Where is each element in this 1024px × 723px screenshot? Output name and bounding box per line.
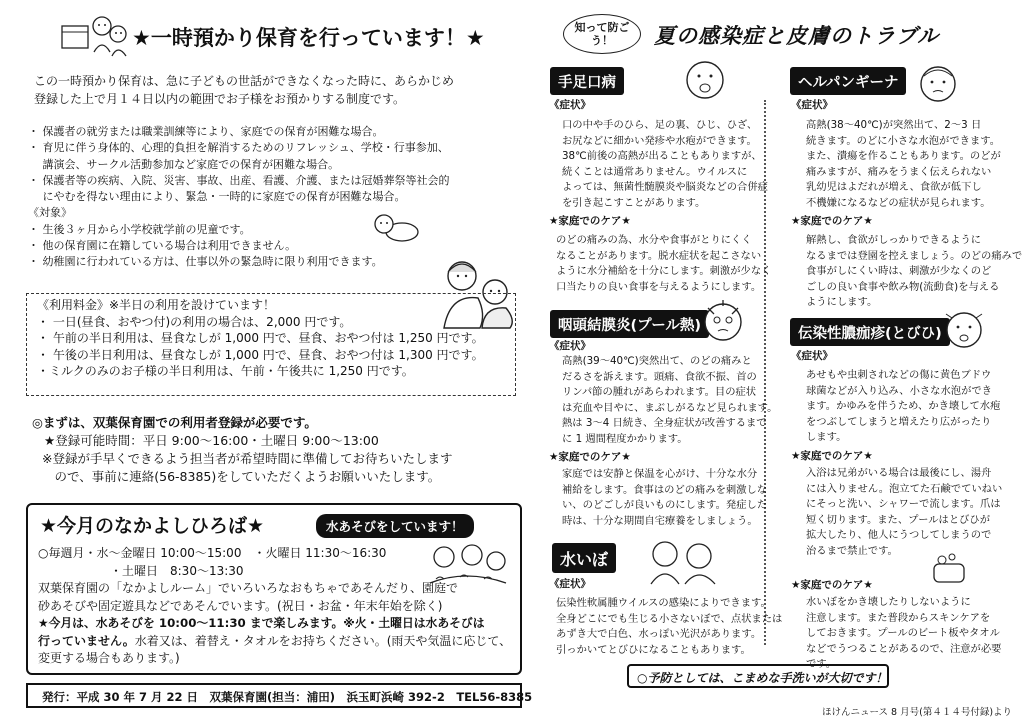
text-line: ように水分補給を十分にします。刺激が少なく: [556, 265, 772, 277]
text-line: リンパ節の腫れがあらわれます。目の症状: [562, 386, 757, 398]
play-notice-rest: 水着又は、着替え・タオルをお持ちください。(雨天や気温に応じて、: [134, 633, 512, 648]
text-line: また、潰瘍を作ることもあります。のどが: [806, 150, 1001, 162]
text-line: 補給をします。食事はのどの痛みを刺激しな: [562, 483, 768, 496]
registration-section: [32, 414, 522, 486]
symptom-label: 《症状》: [549, 340, 591, 352]
feverish-child-icon: [698, 298, 748, 344]
text-line: のどの痛みの為、水分や食事がとりにくく: [556, 234, 752, 246]
fee-item: ・ミルクのみのお子様の半日利用は、午前・午後共に 1,250 円です。: [37, 364, 414, 379]
text-line: にそっと洗い、シャワーで流します。爪は: [806, 498, 1001, 510]
text-line: だるさを訴えます。頭痛、食欲不振、首の: [562, 370, 757, 383]
text-line: 球菌などが入り込み、小さな水泡ができ: [806, 384, 992, 397]
text-line: します。: [806, 431, 847, 443]
list-item: ・ 他の保育園に在籍している場合は利用できません。: [28, 239, 297, 253]
intro-text: [34, 72, 514, 108]
registration-note: ※登録が手早くできるよう担当者が希望時間に準備してお待ちいたします: [42, 451, 453, 466]
list-item: にやむを得ない理由により、緊急・一時的に家庭での保育が困難な場合。: [28, 190, 406, 204]
publisher-footer: 発行：平成 30 年 7 月 22 日 双葉保育園(担当：浦田) 浜玉町浜崎 392-2 TEL56-8385: [26, 683, 522, 708]
section-heading-herpangina: ヘルパンギーナ: [790, 67, 906, 95]
text-line: あずき大で白色、水っぽい光沢があります。: [556, 628, 762, 640]
text-line: は充血や目やに、まぶしがるなど見られます。: [562, 401, 778, 414]
sick-child-icon: [912, 60, 966, 106]
know-prevent-badge: 知って防ごう！: [563, 14, 641, 54]
children-reading-icon: [60, 12, 128, 58]
hfm-care: [556, 233, 771, 295]
text-line: 拡大したり、他人にうつしてしまうので: [806, 529, 992, 541]
text-line: 解熱し、食欲がしっかりできるように: [806, 234, 982, 246]
registration-title: ◎まずは、双葉保育園での利用者登録が必要です。: [32, 415, 317, 430]
text-line: 家庭では安静と保温を心がけ、十分な水分: [562, 468, 758, 480]
text-line: を引き起こすことがあります。: [562, 196, 706, 209]
section-heading-pcf: 咽頭結膜炎(プール熱): [550, 310, 709, 338]
hfm-symptoms: [562, 118, 768, 211]
pcf-symptoms: [562, 354, 777, 447]
text-line: に 1 週間程度かかります。: [562, 432, 688, 445]
itchy-child-icon: [938, 304, 990, 352]
page-title: 夏の感染症と皮膚のトラブル: [654, 24, 940, 48]
symptom-label: 《症状》: [791, 99, 833, 111]
play-notice-rest: 変更する場合もあります。): [38, 651, 180, 665]
text-line: ようにします。: [806, 296, 878, 308]
text-line: 時は、十分な期間自宅療養をしましょう。: [562, 514, 758, 527]
text-line: などでうつることがあるので、注意が必要: [806, 642, 1002, 655]
list-item: ・ 保護者等の疾病、入院、災害、事故、出産、看護、介護、または冠婚葬祭等社会的: [28, 173, 450, 187]
play-hours: ○毎週月・水～金曜日 10:00～15:00 ・火曜日 11:30～16:30: [38, 546, 387, 560]
care-label: ★家庭でのケア★: [791, 579, 873, 591]
text-line: 乳幼児はよだれが増え、食欲が低下し: [806, 181, 982, 193]
care-label: ★家庭でのケア★: [791, 215, 873, 227]
list-item: ・ 育児に伴う身体的、心理的負担を解消するためのリフレッシュ、学校・行事参加、: [28, 141, 449, 155]
play-desc: 砂あそびや固定遊具などであそんでいます。(祝日・お盆・年末年始を除く): [38, 598, 443, 613]
text-line: 高熱(38～40℃)が突然出て、2～3 日: [806, 119, 982, 131]
text-line: 口の中や手のひら、足の裏、ひじ、ひざ、: [562, 119, 758, 131]
text-line: ます。かゆみを伴うため、かき壊して水疱: [806, 400, 1001, 412]
children-icon: [645, 536, 721, 586]
section-heading-impetigo: 伝染性膿痂疹(とびひ): [790, 318, 950, 346]
symptom-label: 《症状》: [549, 578, 591, 590]
list-item: ・ 保護者の就労または職業訓練等により、家庭での保育が困難な場合。: [28, 125, 384, 138]
text-line: 伝染性軟属腫ウイルスの感染によりできます。: [556, 597, 771, 609]
fee-box: [26, 293, 516, 396]
symptom-label: 《症状》: [549, 99, 591, 111]
intro-line: 登録した上で月１４日以内の範囲でお子様をお預かりする制度です。: [34, 92, 406, 106]
children-playing-water-icon: [426, 541, 510, 585]
soap-icon: [930, 552, 970, 586]
impetigo-care: [806, 466, 1002, 559]
sick-child-icon: [680, 56, 730, 102]
text-line: 治るまで禁止です。: [806, 544, 898, 557]
text-line: 痛みますが、痛みをうまく伝えられない: [806, 165, 992, 178]
text-line: 続くことは通常ありません。ウイルスに: [562, 165, 748, 178]
fee-title: 《利用料金》※半日の利用を設けています！: [37, 298, 276, 312]
page-title: ★一時預かり保育を行っています！★: [132, 26, 485, 50]
fee-item: ・ 午前の半日利用は、昼食なしが 1,000 円で、昼食、おやつ付は 1,250 円です。: [37, 331, 484, 346]
text-line: 続きます。のどに小さな水泡ができます。: [806, 134, 1000, 147]
text-line: なるまでは登園を控えましょう。のどの痛みで: [806, 249, 1023, 262]
text-line: ごしの良い食事や飲み物(流動食)を与える: [806, 280, 1000, 293]
text-line: 短く切ります。また、プールはとびひが: [806, 513, 991, 526]
text-line: 食事がしにくい時は、刺激が少なくのど: [806, 265, 992, 277]
text-line: 注意します。また普段からスキンケアを: [806, 611, 991, 624]
play-badge: 水あそびをしています！: [316, 514, 474, 538]
text-line: あせもや虫刺されなどの傷に黄色ブドウ: [806, 369, 992, 381]
text-line: 水いぼをかき壊したりしないように: [806, 596, 971, 608]
fee-item: ・ 一日(昼食、おやつ付)の利用の場合は、2,000 円です。: [37, 314, 352, 329]
text-line: 38℃前後の高熱が出ることもありますが、: [562, 150, 762, 162]
symptom-label: 《症状》: [791, 350, 833, 362]
mc-care: [806, 595, 1001, 673]
text-line: 熱は 3～4 日続き、全身症状が改善するまで: [562, 417, 767, 429]
prevention-box: ○予防としては、こまめな手洗いが大切です！: [627, 664, 889, 688]
list-item: ・ 幼稚園に行われている方は、仕事以外の緊急時に限り利用できます。: [28, 255, 383, 269]
text-line: 引っかいてとびひになることもあります。: [556, 643, 751, 656]
list-item: ・ 生後３ヶ月から小学校就学前の児童です。: [28, 222, 251, 236]
text-line: をつぶしてしまうと増えたり広がったり: [806, 415, 992, 428]
registration-hours: ★登録可能時間：平日 9:00～16:00・土曜日 9:00～13:00: [44, 433, 379, 448]
text-line: 全身どこにでも生じる小さないぼで、点状または: [556, 612, 783, 625]
section-heading-mc: 水いぼ: [552, 543, 616, 573]
impetigo-symptoms: [806, 368, 1000, 446]
fee-item: ・ 午後の半日利用は、昼食なしが 1,000 円で、昼食、おやつ付は 1,300 円です。: [37, 347, 484, 362]
play-title: ★今月のなかよしひろば★: [40, 515, 265, 537]
text-line: 不機嫌になるなどの症状が見られます。: [806, 196, 991, 209]
care-label: ★家庭でのケア★: [791, 450, 873, 462]
source-note: ほけんニュース 8 月号(第４１４号付録)より: [822, 707, 1013, 718]
care-label: ★家庭でのケア★: [549, 451, 631, 463]
text-line: しておきます。プールのビート板やタオル: [806, 627, 1000, 639]
text-line: い、のどごしが良いものにします。発症した: [562, 499, 768, 511]
text-line: 入浴は兄弟がいる場合は最後にし、湯舟: [806, 467, 992, 479]
text-line: です。: [806, 658, 837, 670]
pcf-care: [562, 467, 767, 529]
play-notice: ★今月は、水あそびを 10:00～11:30 まで楽しみます。※火・土曜日は水あそびは: [38, 616, 485, 630]
list-item: 講演会、サークル活動参加など家庭での保育が困難な場合。: [28, 157, 340, 171]
play-area-box: [26, 503, 522, 675]
care-label: ★家庭でのケア★: [549, 215, 631, 227]
play-desc: 双葉保育園の「なかよしルーム」でいろいろなおもちゃであそんだり、園庭で: [38, 581, 459, 595]
text-line: お尻などに細かい発疹や水疱ができます。: [562, 134, 757, 147]
text-line: 高熱(39～40℃)突然出て、のどの痛みと: [562, 355, 752, 367]
baby-crawling-icon: [372, 210, 422, 244]
text-line: よっては、無菌性髄膜炎や脳炎などの合併症: [562, 181, 768, 193]
herpangina-care: [806, 233, 1022, 311]
herpangina-symptoms: [806, 118, 1001, 211]
play-notice: 行っていません。: [38, 633, 135, 648]
section-heading-hfm: 手足口病: [550, 67, 624, 95]
text-line: なることがあります。脱水症状を起こさない: [556, 249, 762, 262]
intro-line: この一時預かり保育は、急に子どもの世話ができなくなった時に、あらかじめ: [34, 74, 455, 88]
registration-note: ので、事前に連絡(56-8385)をしていただくようお願いいたします。: [42, 469, 441, 484]
play-hours: ・土曜日 8:30～13:30: [38, 563, 244, 578]
eligibility-list: [28, 124, 518, 271]
target-label: 《対象》: [28, 206, 72, 220]
text-line: には入りません。泡立てた石鹸でていねい: [806, 482, 1003, 495]
text-line: 口当たりの良い食事を与えるようにします。: [556, 280, 762, 293]
mc-symptoms: [556, 596, 782, 658]
